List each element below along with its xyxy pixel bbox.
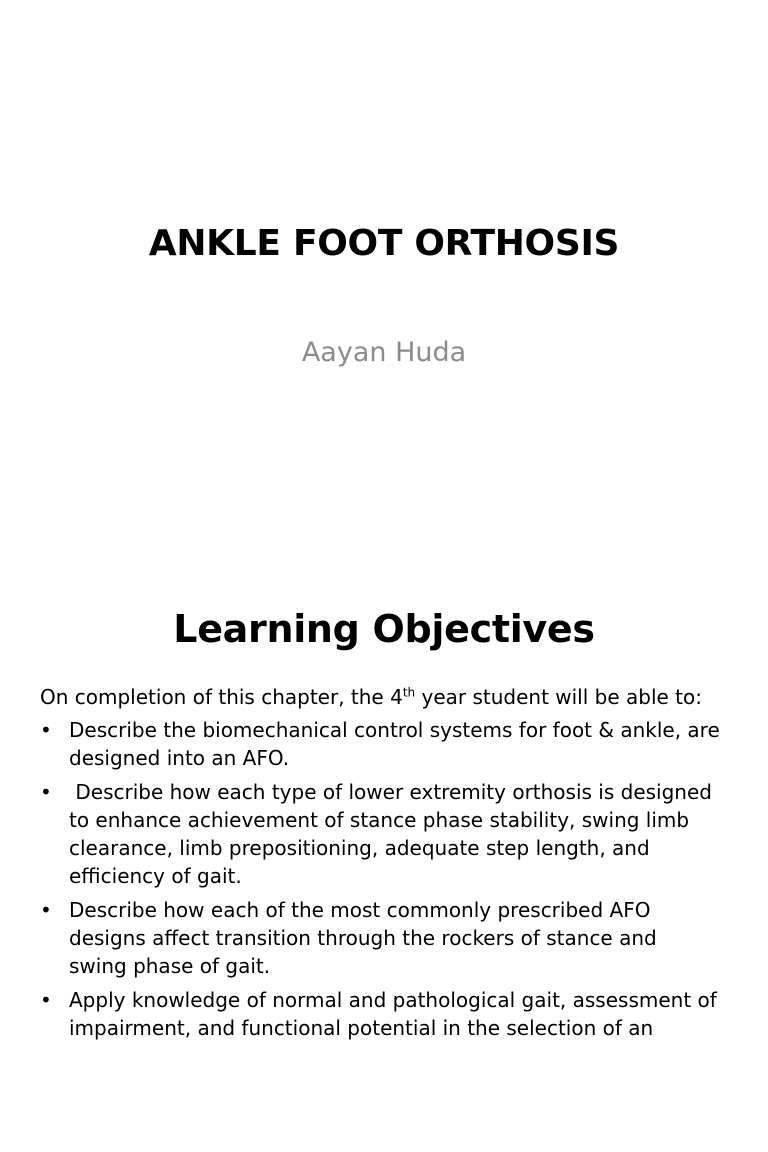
list-item-text: Apply knowledge of normal and pathological gait, assessment of impairment, and functional potential in the selection of an [69, 988, 717, 1040]
list-item [40, 896, 720, 980]
list-item-text: Describe the biomechanical control systems for foot & ankle, are designed into an AFO. [69, 718, 720, 770]
bullet-icon: • [40, 988, 52, 1012]
bullet-icon: • [40, 898, 52, 922]
ordinal-suffix: th [402, 685, 416, 700]
list-item [40, 986, 720, 1042]
list-item [40, 716, 720, 772]
objectives-list [40, 716, 720, 1048]
bullet-icon: • [40, 780, 52, 804]
slide-title: ANKLE FOOT ORTHOSIS [148, 223, 620, 264]
list-item-text: Describe how each of the most commonly prescribed AFO designs affect transition through the rockers of stance and swing phase of gait. [69, 898, 657, 978]
intro-text-end: year student will be able to: [415, 685, 702, 709]
list-item-text: Describe how each type of lower extremity orthosis is designed to enhance achievement of stance phase stability, swing limb clearance, limb prepositioning, adequate step length, and efficiency of gait. [69, 780, 719, 888]
author-name: Aayan Huda [301, 337, 467, 368]
objectives-slide [0, 576, 768, 1152]
objectives-title: Learning Objectives [173, 607, 595, 651]
list-item [40, 778, 720, 890]
intro-text-start: On completion of this chapter, the 4 [40, 685, 403, 709]
bullet-icon: • [40, 718, 52, 742]
intro-text [40, 684, 740, 710]
